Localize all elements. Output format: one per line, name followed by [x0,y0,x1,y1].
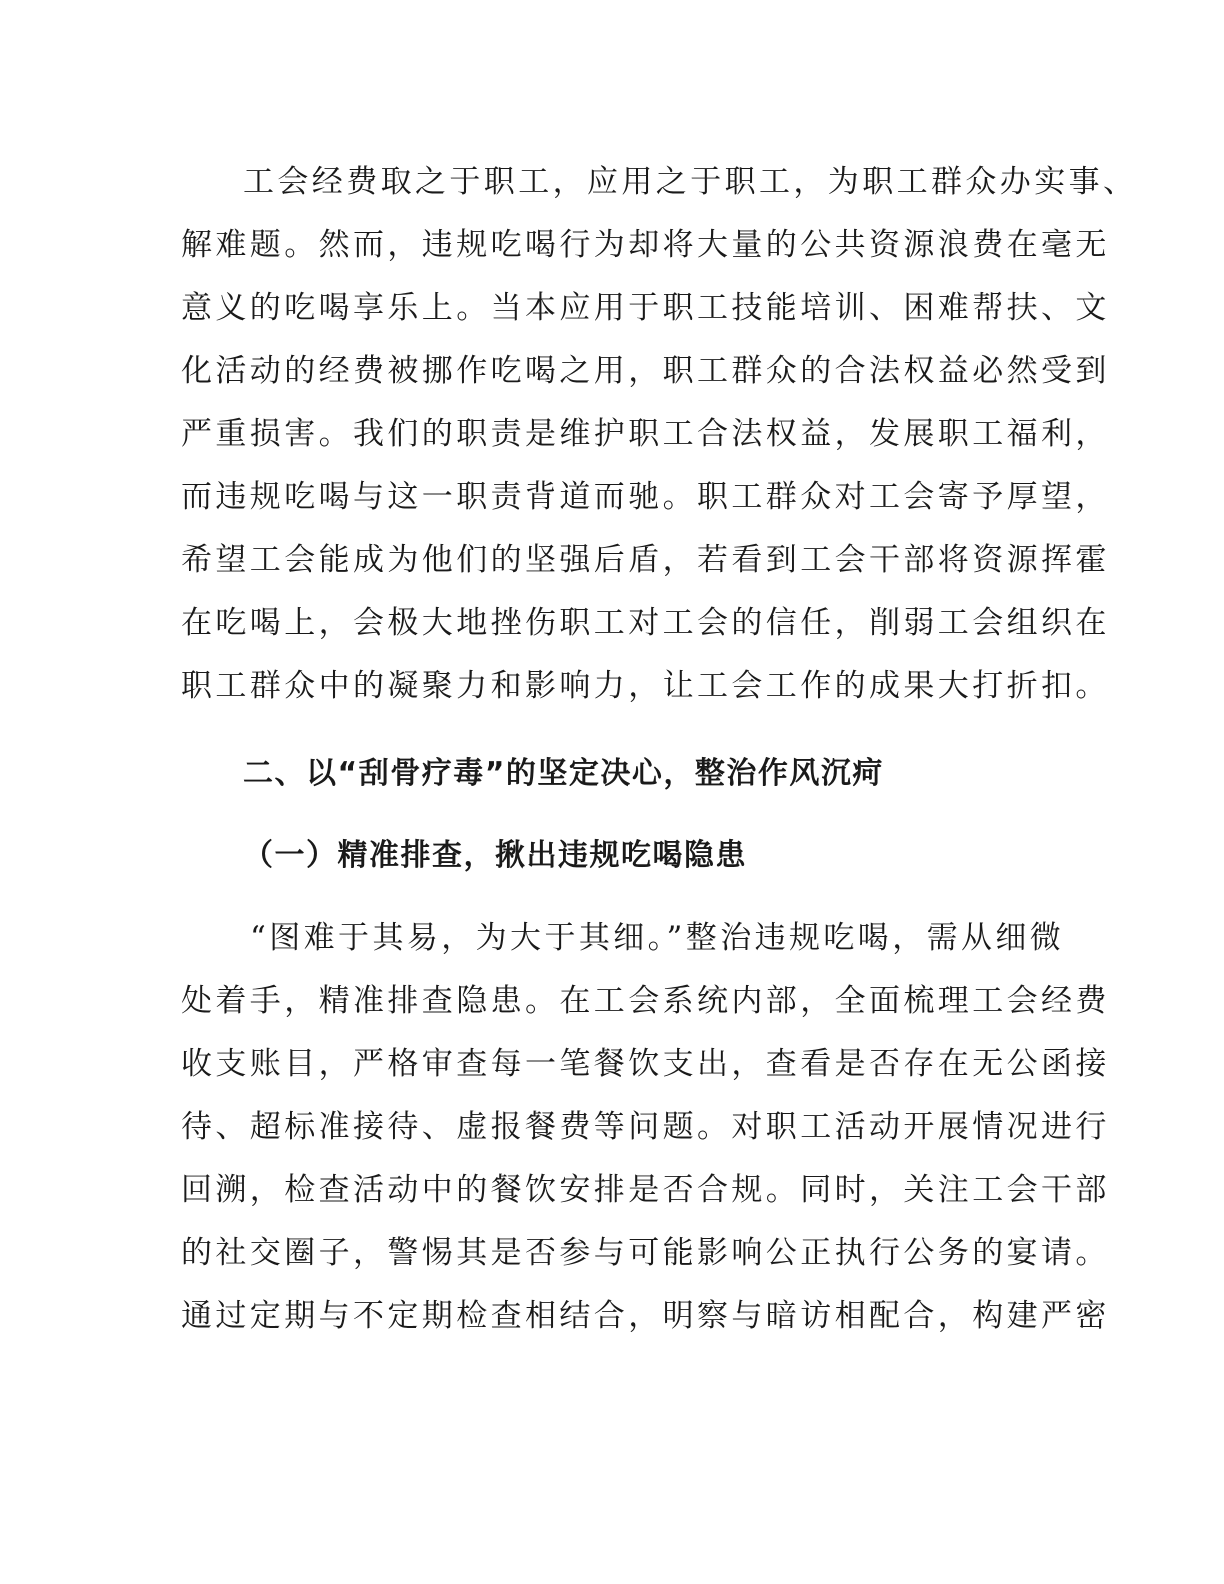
paragraph-line: 收支账目，严格审查每一笔餐饮支出，查看是否存在无公函接 [181,1046,1110,1082]
paragraph-line: 待、超标准接待、虚报餐费等问题。对职工活动开展情况进行 [181,1109,1110,1145]
paragraph-line: 意义的吃喝享乐上。当本应用于职工技能培训、困难帮扶、文 [181,290,1110,326]
paragraph-line: 解难题。然而，违规吃喝行为却将大量的公共资源浪费在毫无 [181,227,1110,263]
paragraph-line: 严重损害。我们的职责是维护职工合法权益，发展职工福利， [181,416,1110,452]
paragraph-line: 在吃喝上，会极大地挫伤职工对工会的信任，削弱工会组织在 [181,605,1110,641]
paragraph-line: 工会经费取之于职工，应用之于职工，为职工群众办实事、 [243,164,1138,200]
paragraph-line: 化活动的经费被挪作吃喝之用，职工群众的合法权益必然受到 [181,353,1110,389]
paragraph-line: 而违规吃喝与这一职责背道而驰。职工群众对工会寄予厚望， [181,479,1110,515]
sub-heading: （一）精准排查，揪出违规吃喝隐患 [243,838,747,873]
paragraph-line: “图难于其易，为大于其细。”整治违规吃喝，需从细微 [250,920,1065,956]
paragraph-line: 职工群众中的凝聚力和影响力，让工会工作的成果大打折扣。 [181,668,1110,704]
paragraph-line: 希望工会能成为他们的坚强后盾，若看到工会干部将资源挥霍 [181,542,1110,578]
paragraph-line: 处着手，精准排查隐患。在工会系统内部，全面梳理工会经费 [181,983,1110,1019]
paragraph-line: 回溯，检查活动中的餐饮安排是否合规。同时，关注工会干部 [181,1172,1110,1208]
paragraph-line: 的社交圈子，警惕其是否参与可能影响公正执行公务的宴请。 [181,1235,1110,1271]
section-heading: 二、以“刮骨疗毒”的坚定决心，整治作风沉疴 [243,756,884,791]
paragraph-line: 通过定期与不定期检查相结合，明察与暗访相配合，构建严密 [181,1298,1110,1334]
